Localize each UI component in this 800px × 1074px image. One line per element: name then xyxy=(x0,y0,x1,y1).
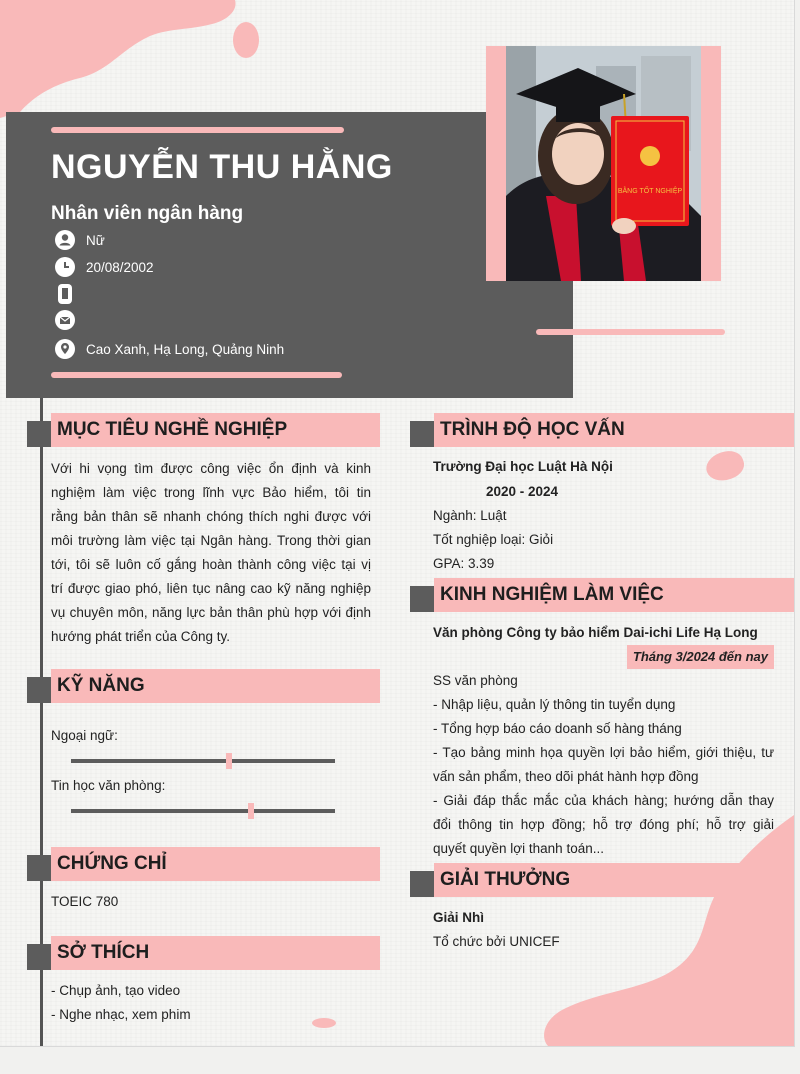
info-phone xyxy=(55,283,86,305)
decor-dot-bottom xyxy=(312,1018,336,1028)
gender-value: Nữ xyxy=(86,232,105,248)
education-period: 2020 - 2024 xyxy=(486,484,559,499)
skill-level-office xyxy=(248,803,254,819)
profile-photo xyxy=(506,46,701,281)
experience-line: - Giải đáp thắc mắc của khách hàng; hướng dẫn thay xyxy=(433,793,774,808)
experience-line: - Nhập liệu, quản lý thông tin tuyển dụng xyxy=(433,697,676,712)
info-birthdate xyxy=(55,256,154,278)
experience-details xyxy=(433,669,774,861)
objective-title: MỤC TIÊU NGHỀ NGHIỆP xyxy=(51,413,380,447)
certificate-item: TOEIC 780 xyxy=(51,894,119,909)
photo-document-text: BẰNG TỐT NGHIỆP xyxy=(617,188,683,195)
objective-line: rằng bản thân sẽ nhanh chóng thích nghi được với xyxy=(51,509,371,524)
experience-line: - Tổng hợp báo cáo doanh số hàng tháng xyxy=(433,721,682,736)
envelope-icon xyxy=(55,310,75,330)
skill-track-language xyxy=(71,759,335,763)
objective-line: vụ chuyên môn, năng lực bản thân phù hợp với định xyxy=(51,605,371,620)
info-gender xyxy=(55,229,105,251)
experience-line: - Tạo bảng minh họa quyền lợi bảo hiểm, giới thiệu, tư xyxy=(433,745,774,760)
candidate-name: NGUYỄN THU HẰNG xyxy=(51,148,393,186)
education-detail: GPA: 3.39 xyxy=(433,556,495,571)
experience-line: SS văn phòng xyxy=(433,673,518,688)
hobbies-title: SỞ THÍCH xyxy=(51,936,380,970)
info-address xyxy=(55,338,284,360)
clock-icon xyxy=(55,257,75,277)
experience-line: quyết quyền lợi thanh toán... xyxy=(433,841,604,856)
experience-line: đổi thông tin hợp đồng; hỗ trợ đóng phí; hỗ trợ giải xyxy=(433,817,774,832)
decor-dot-top xyxy=(233,22,259,58)
education-details xyxy=(433,504,553,576)
skill-track-office xyxy=(71,809,335,813)
job-title: Nhân viên ngân hàng xyxy=(51,203,244,224)
address-value: Cao Xanh, Hạ Long, Quảng Ninh xyxy=(86,341,285,357)
skill-label-office: Tin học văn phòng: xyxy=(51,778,166,793)
skill-level-language xyxy=(226,753,232,769)
hobby-item: - Nghe nhạc, xem phim xyxy=(51,1007,191,1022)
objective-line: Với hi vọng tìm được công việc ổn định và kinh xyxy=(51,461,371,476)
birthdate-value: 20/08/2002 xyxy=(86,259,154,275)
hobbies-list xyxy=(51,979,191,1027)
experience-title: KINH NGHIỆM LÀM VIỆC xyxy=(434,578,794,612)
experience-line: vấn sản phẩm, theo dõi phát hành hợp đồng xyxy=(433,769,699,784)
objective-text xyxy=(51,457,371,649)
education-school: Trường Đại học Luật Hà Nội xyxy=(433,459,613,474)
skills-title: KỸ NĂNG xyxy=(51,669,380,703)
user-icon xyxy=(55,230,75,250)
info-email xyxy=(55,309,86,331)
skill-label-language: Ngoại ngữ: xyxy=(51,728,118,743)
photo-underline-bar xyxy=(536,329,725,335)
experience-period: Tháng 3/2024 đến nay xyxy=(627,645,774,669)
hobby-item: - Chụp ảnh, tạo video xyxy=(51,983,181,998)
location-pin-icon xyxy=(55,339,75,359)
award-name: Giải Nhì xyxy=(433,910,485,925)
objective-line: nghiệm làm việc trong lĩnh vực Bảo hiểm, tôi tin xyxy=(51,485,371,500)
objective-line: tới, tôi sẽ luôn cố gắng hoàn thành công việc tại vị xyxy=(51,557,371,572)
education-title: TRÌNH ĐỘ HỌC VẤN xyxy=(434,413,794,447)
objective-line: môi trường làm việc tại Ngân hàng. Trong thời gian xyxy=(51,533,371,548)
objective-line: trí được giao phó, liên tục nâng cao kỹ năng nghiệp xyxy=(51,581,371,596)
award-organizer: Tổ chức bởi UNICEF xyxy=(433,934,560,949)
education-detail: Ngành: Luật xyxy=(433,508,507,523)
certificates-title: CHỨNG CHỈ xyxy=(51,847,380,881)
objective-line: hướng phát triển của Công ty. xyxy=(51,629,230,644)
header-bottom-bar xyxy=(51,372,342,378)
decor-dot-right xyxy=(702,446,747,485)
phone-icon xyxy=(58,284,72,304)
experience-company: Văn phòng Công ty bảo hiểm Dai-ichi Life Hạ Long xyxy=(433,625,758,640)
education-detail: Tốt nghiệp loại: Giỏi xyxy=(433,532,554,547)
decor-blob-top-left xyxy=(0,0,260,120)
awards-title: GIẢI THƯỞNG xyxy=(434,863,794,897)
header-top-bar xyxy=(51,127,344,133)
